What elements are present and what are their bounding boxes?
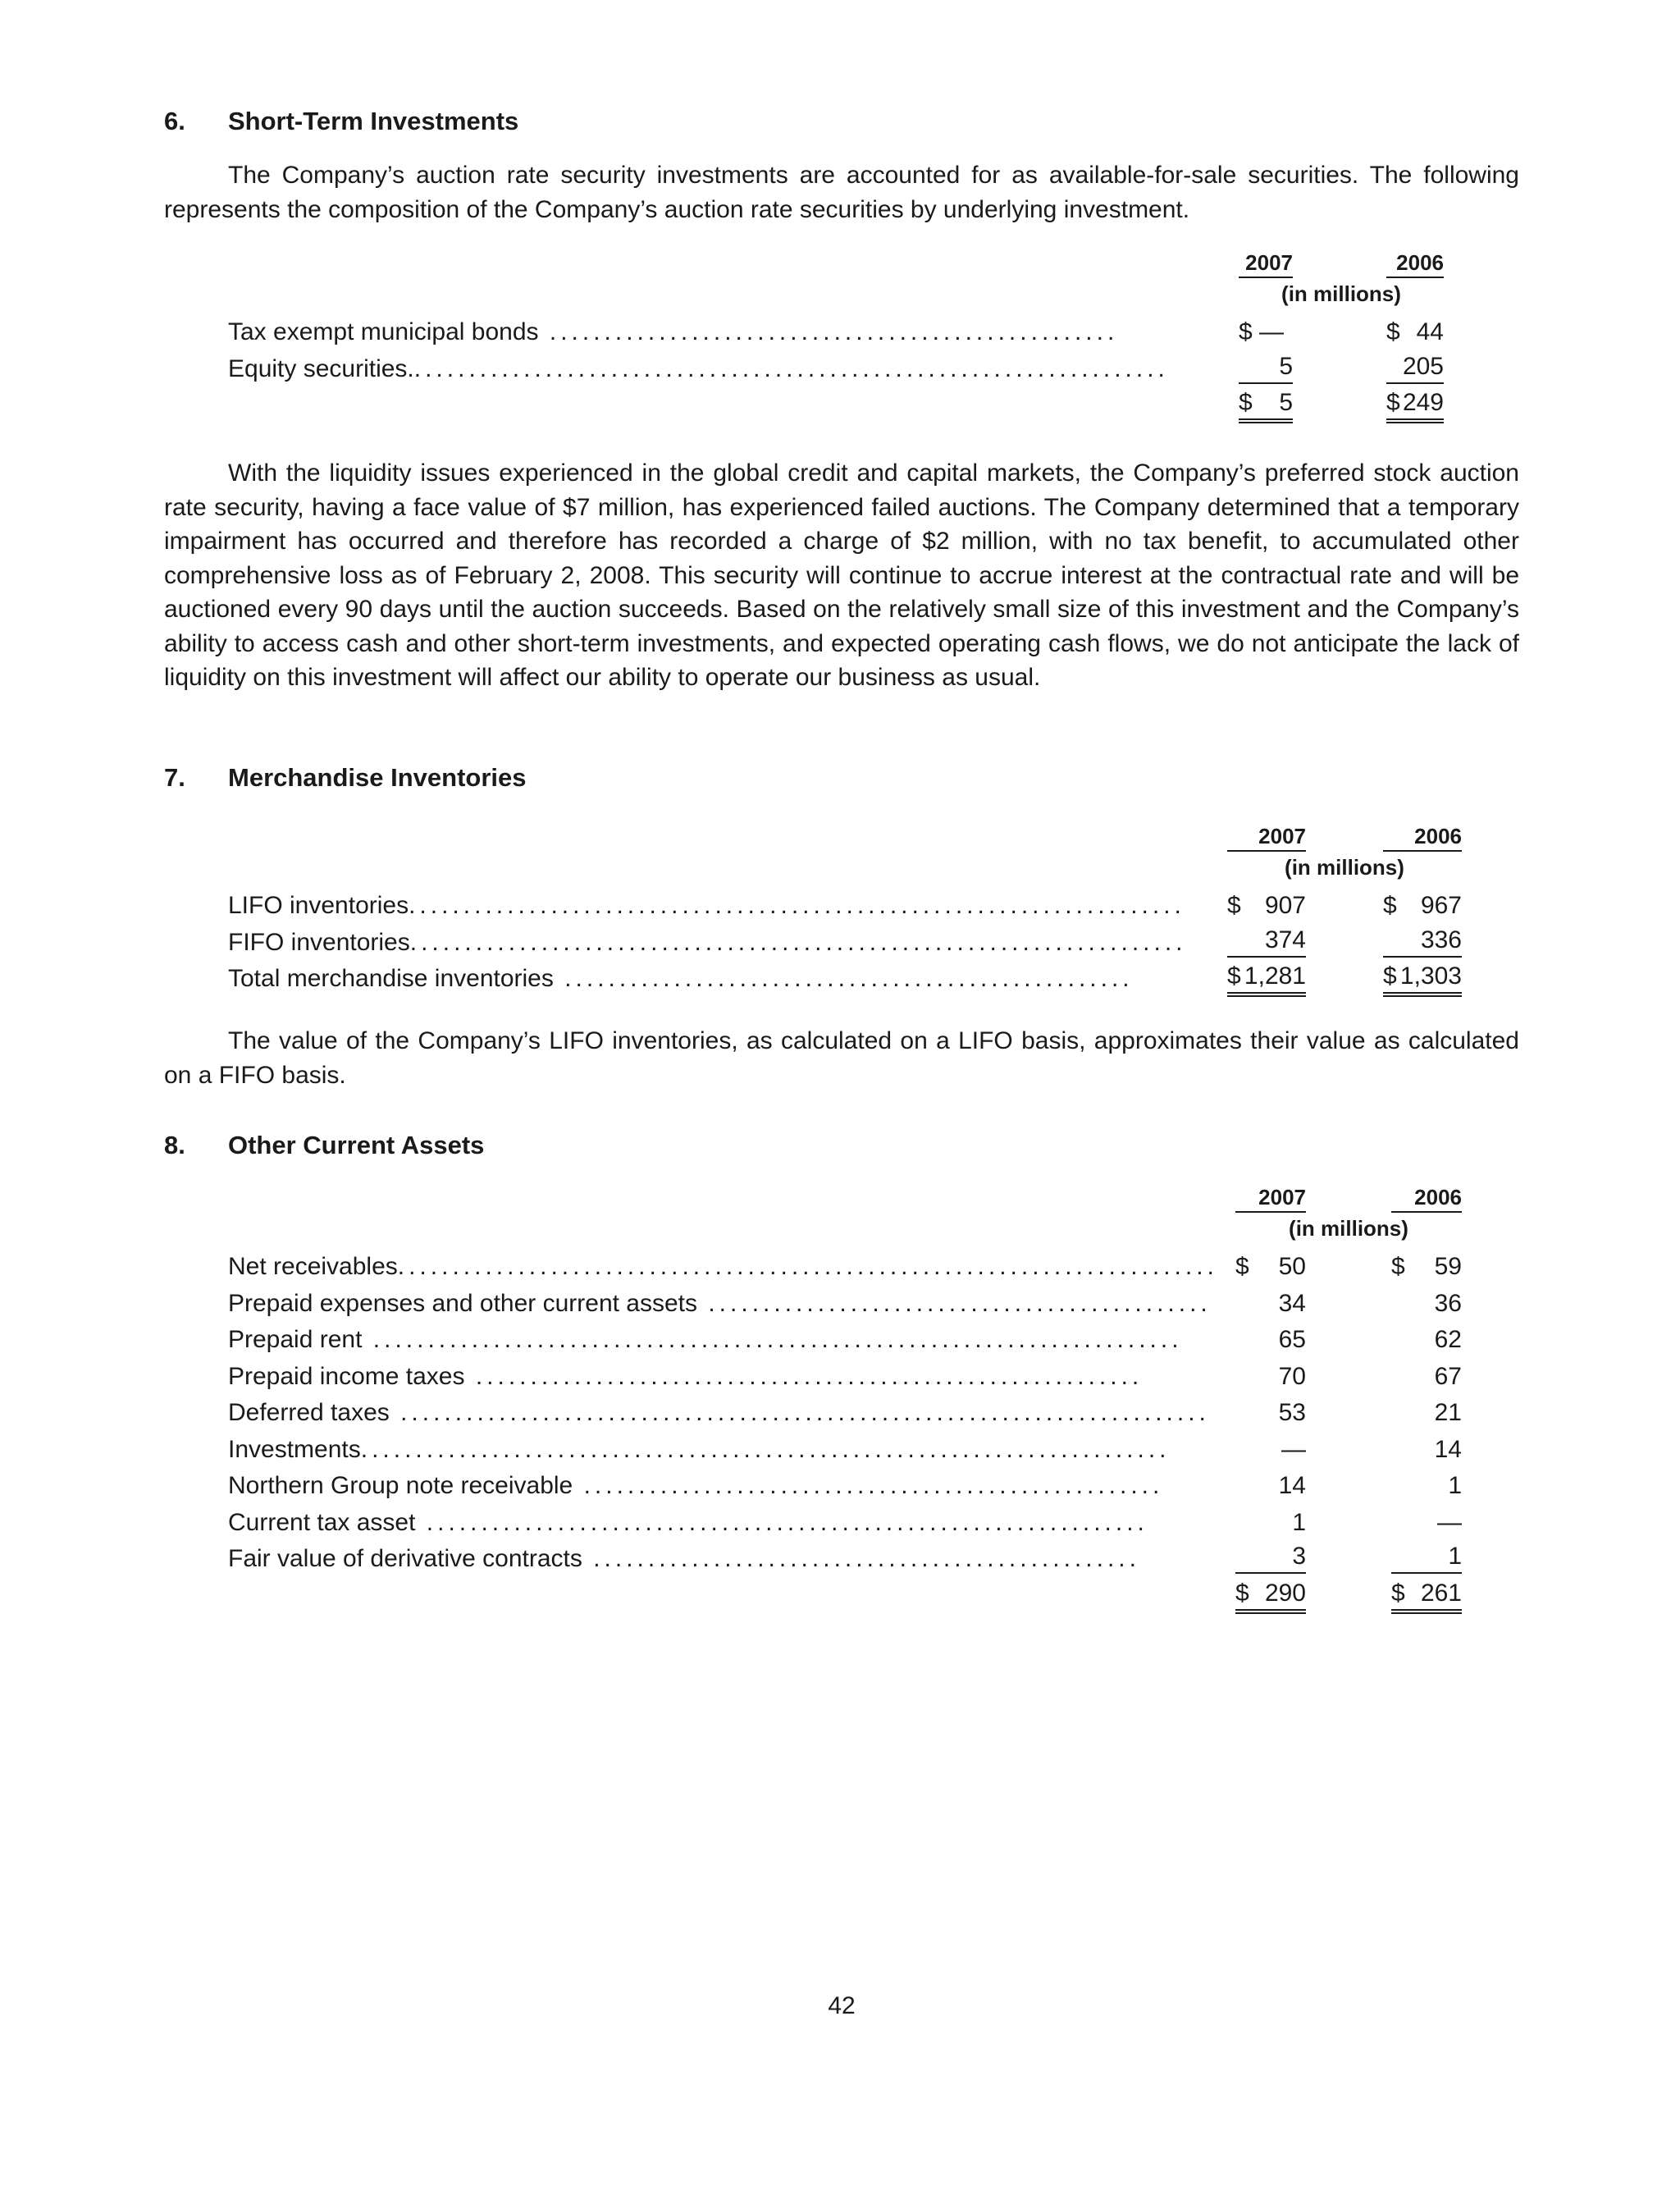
other-current-assets-table <box>228 1185 1519 1614</box>
section-6-heading <box>164 107 518 136</box>
value-2007: $ 907 <box>1227 892 1306 919</box>
leader-dots: .................................................. <box>582 1545 1140 1572</box>
units-label: (in millions) <box>1289 1216 1408 1241</box>
row-label: Prepaid expenses and other current assets <box>228 1289 698 1317</box>
value-2006: — <box>1437 1508 1462 1536</box>
row-label: Net receivables <box>228 1253 398 1280</box>
value-2007: $ 50 <box>1235 1253 1306 1280</box>
section-7-body: The value of the Company’s LIFO inventories, as calculated on a LIFO basis, approximates their value as calculated on a FIFO basis. <box>164 1027 1519 1089</box>
value-2007: 70 <box>1278 1362 1306 1390</box>
row-label: Northern Group note receivable <box>228 1472 573 1499</box>
value-2007: 3 <box>1235 1541 1306 1574</box>
units-label: (in millions) <box>1285 855 1404 880</box>
document-page <box>164 0 1519 2190</box>
section-title: Other Current Assets <box>228 1131 485 1159</box>
row-label: Tax exempt municipal bonds <box>228 318 539 345</box>
section-number: 6. <box>164 107 185 135</box>
column-header-2007: 2007 <box>1239 250 1293 278</box>
value-2007: $ — <box>1239 318 1285 345</box>
leader-dots: ..................................................................... <box>413 354 1169 382</box>
row-label: LIFO inventories <box>228 892 409 919</box>
leader-dots: ....................................................................... <box>409 892 1185 919</box>
table-row <box>228 925 1519 962</box>
row-label: Prepaid income taxes <box>228 1362 465 1390</box>
total-2007: $ 290 <box>1235 1578 1306 1614</box>
units-label: (in millions) <box>1281 281 1401 306</box>
row-label: Total merchandise inventories <box>228 965 554 992</box>
value-2006: 21 <box>1434 1399 1462 1426</box>
leader-dots: .............................................. <box>697 1289 1212 1317</box>
value-2006: 205 <box>1386 351 1444 384</box>
value-2006: 1 <box>1391 1541 1462 1574</box>
section-6-body: With the liquidity issues experienced in the global credit and capital markets, the Company’s preferred stock auction rate security, having a face value of $7 million, has experienced failed auctions. The Company determined that a temporary impairment has occurred and therefore has recorded a charge of $2 million, with no tax benefit, to accumulated other comprehensive loss as of February 2, 2008. This security will continue to accrue interest at the contractual rate and will be auctioned every 90 days until the auction succeeds. Based on the relatively small size of this investment and the Company’s ability to access cash and other short-term investments, and expected operating cash flows, we do not anticipate the lack of liquidity on this investment will affect our ability to operate our business as usual. <box>164 459 1519 691</box>
leader-dots: ............................................................. <box>464 1362 1144 1390</box>
row-label: Investments <box>228 1435 361 1463</box>
total-row <box>228 961 1519 998</box>
value-2006: 67 <box>1434 1362 1462 1390</box>
value-2007: 34 <box>1278 1289 1306 1317</box>
table-row <box>228 1541 1519 1578</box>
value-2006: $ 44 <box>1386 318 1444 345</box>
column-header-2007: 2007 <box>1235 1185 1306 1213</box>
section-number: 8. <box>164 1131 185 1159</box>
value-2007: — <box>1281 1435 1306 1463</box>
row-label: Equity securities. <box>228 354 414 382</box>
leader-dots: ..................................................... <box>573 1472 1164 1499</box>
total-2006: $ 1,303 <box>1383 961 1462 997</box>
column-header-2006: 2006 <box>1386 250 1444 278</box>
table-row <box>228 1286 1519 1323</box>
leader-dots: .......................................................................... <box>389 1399 1210 1426</box>
column-header-2006: 2006 <box>1383 824 1462 852</box>
table-row <box>228 1432 1519 1469</box>
table-row <box>228 314 1519 351</box>
row-label: Current tax asset <box>228 1508 416 1536</box>
leader-dots: .......................................................................... <box>360 1435 1171 1463</box>
total-row <box>228 387 1519 424</box>
leader-dots: .................................................... <box>538 318 1119 345</box>
leader-dots: .................................................................. <box>415 1508 1148 1536</box>
total-2007: $ 1,281 <box>1227 961 1306 997</box>
leader-dots: .......................................................................... <box>362 1326 1183 1353</box>
table-row <box>228 1322 1519 1359</box>
value-2007: 65 <box>1278 1326 1306 1353</box>
leader-dots: ........................................................................... <box>397 1253 1218 1280</box>
value-2006: 36 <box>1434 1289 1462 1317</box>
table-row <box>228 1505 1519 1542</box>
row-label: Prepaid rent <box>228 1326 363 1353</box>
table-row <box>228 1395 1519 1432</box>
value-2006: 1 <box>1448 1472 1462 1499</box>
row-label: Fair value of derivative contracts <box>228 1545 582 1572</box>
section-7-heading <box>164 763 527 793</box>
total-2006: $ 261 <box>1391 1578 1462 1614</box>
leader-dots: ....................................................................... <box>409 928 1187 956</box>
page-number: 42 <box>828 1992 856 2019</box>
value-2007: 14 <box>1278 1472 1306 1499</box>
total-2006: $ 249 <box>1386 387 1444 423</box>
value-2006: $ 967 <box>1383 892 1462 919</box>
merchandise-inventories-table <box>228 824 1519 998</box>
table-row <box>228 1359 1519 1396</box>
value-2007: 5 <box>1239 351 1293 384</box>
section-6-intro: The Company’s auction rate security investments are accounted for as available-for-sale securities. The following represents the composition of the Company’s auction rate securities by underlying investment. <box>164 162 1519 223</box>
section-title: Short-Term Investments <box>228 107 519 135</box>
table-row <box>228 888 1519 925</box>
table-row <box>228 1468 1519 1505</box>
value-2006: 62 <box>1434 1326 1462 1353</box>
section-8-heading <box>164 1131 484 1160</box>
short-term-investments-table <box>228 250 1519 424</box>
total-2007: $ 5 <box>1239 387 1293 423</box>
section-number: 7. <box>164 763 185 792</box>
section-title: Merchandise Inventories <box>228 763 527 792</box>
column-header-2006: 2006 <box>1391 1185 1462 1213</box>
value-2006: 14 <box>1434 1435 1462 1463</box>
total-row <box>228 1578 1519 1615</box>
row-label: Deferred taxes <box>228 1399 390 1426</box>
row-label: FIFO inventories <box>228 928 410 956</box>
value-2007: 53 <box>1278 1399 1306 1426</box>
value-2006: 336 <box>1383 925 1462 958</box>
value-2007: 374 <box>1227 925 1306 958</box>
table-row <box>228 351 1519 388</box>
value-2006: $ 59 <box>1391 1253 1462 1280</box>
leader-dots: .................................................... <box>553 965 1134 992</box>
column-header-2007: 2007 <box>1227 824 1306 852</box>
value-2007: 1 <box>1292 1508 1306 1536</box>
table-row <box>228 1249 1519 1286</box>
